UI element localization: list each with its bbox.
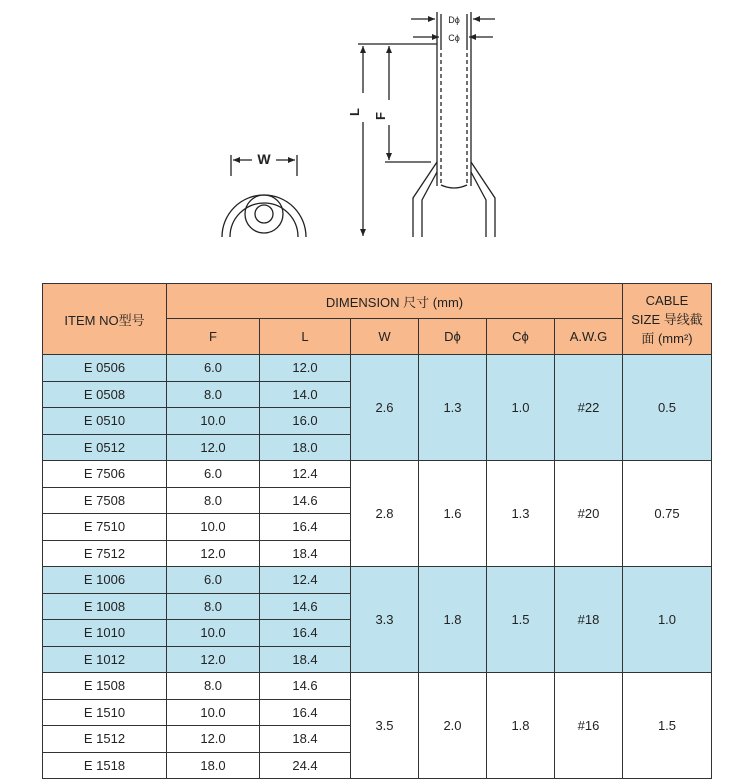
f-cell: 12.0 [167, 434, 260, 461]
cable-header-line2: SIZE 导线截 [631, 311, 703, 327]
cable-cell: 1.0 [623, 567, 712, 673]
col-c-header: Cϕ [487, 319, 555, 355]
item-cell: E 0512 [43, 434, 167, 461]
f-cell: 10.0 [167, 408, 260, 435]
item-cell: E 1012 [43, 646, 167, 673]
col-awg-header: A.W.G [555, 319, 623, 355]
d-cell: 1.6 [419, 461, 487, 567]
l-cell: 14.0 [260, 381, 351, 408]
f-cell: 10.0 [167, 514, 260, 541]
item-cell: E 7508 [43, 487, 167, 514]
f-cell: 6.0 [167, 461, 260, 488]
width-label: W [257, 151, 271, 167]
f-cell: 18.0 [167, 752, 260, 779]
cable-cell: 1.5 [623, 673, 712, 779]
item-cell: E 0508 [43, 381, 167, 408]
l-cell: 12.4 [260, 567, 351, 594]
l-cell: 16.4 [260, 514, 351, 541]
d-cell: 2.0 [419, 673, 487, 779]
d-cell: 1.8 [419, 567, 487, 673]
l-cell: 16.4 [260, 620, 351, 647]
f-cell: 8.0 [167, 673, 260, 700]
w-cell: 3.3 [351, 567, 419, 673]
f-cell: 8.0 [167, 593, 260, 620]
inner-diameter-label: Cϕ [448, 33, 460, 43]
col-d-header: Dϕ [419, 319, 487, 355]
f-cell: 12.0 [167, 646, 260, 673]
f-cell: 8.0 [167, 381, 260, 408]
table-row [43, 355, 712, 382]
l-cell: 24.4 [260, 752, 351, 779]
col-f-header: F [167, 319, 260, 355]
l-cell: 14.6 [260, 673, 351, 700]
item-cell: E 1508 [43, 673, 167, 700]
spec-table [42, 283, 712, 779]
w-cell: 2.6 [351, 355, 419, 461]
l-cell: 16.4 [260, 699, 351, 726]
w-cell: 3.5 [351, 673, 419, 779]
l-cell: 14.6 [260, 487, 351, 514]
item-cell: E 7510 [43, 514, 167, 541]
l-cell: 14.6 [260, 593, 351, 620]
f-cell: 10.0 [167, 699, 260, 726]
l-cell: 18.0 [260, 434, 351, 461]
table-row [43, 461, 712, 488]
flange-label: F [373, 112, 388, 120]
ferrule-diagram [0, 0, 750, 283]
awg-cell: #22 [555, 355, 623, 461]
cable-cell: 0.75 [623, 461, 712, 567]
awg-cell: #16 [555, 673, 623, 779]
item-cell: E 1510 [43, 699, 167, 726]
f-cell: 6.0 [167, 567, 260, 594]
f-cell: 12.0 [167, 726, 260, 753]
l-cell: 12.0 [260, 355, 351, 382]
outer-diameter-label: Dϕ [448, 15, 460, 25]
table-row [43, 673, 712, 700]
end-view [222, 155, 306, 237]
dimension-header: DIMENSION 尺寸 (mm) [167, 284, 623, 319]
l-cell: 18.4 [260, 726, 351, 753]
f-cell: 12.0 [167, 540, 260, 567]
awg-cell: #18 [555, 567, 623, 673]
l-cell: 12.4 [260, 461, 351, 488]
cable-header-line1: CABLE [645, 292, 689, 308]
col-l-header: L [260, 319, 351, 355]
c-cell: 1.8 [487, 673, 555, 779]
f-cell: 6.0 [167, 355, 260, 382]
awg-cell: #20 [555, 461, 623, 567]
cable-size-header [623, 284, 712, 355]
c-cell: 1.0 [487, 355, 555, 461]
l-cell: 18.4 [260, 646, 351, 673]
l-cell: 18.4 [260, 540, 351, 567]
l-cell: 16.0 [260, 408, 351, 435]
item-cell: E 7512 [43, 540, 167, 567]
item-cell: E 1008 [43, 593, 167, 620]
table-row [43, 567, 712, 594]
side-view [358, 12, 495, 237]
d-cell: 1.3 [419, 355, 487, 461]
item-cell: E 0506 [43, 355, 167, 382]
col-w-header: W [351, 319, 419, 355]
item-cell: E 1518 [43, 752, 167, 779]
item-no-header: ITEM NO型号 [43, 284, 167, 355]
f-cell: 10.0 [167, 620, 260, 647]
w-cell: 2.8 [351, 461, 419, 567]
item-cell: E 1512 [43, 726, 167, 753]
f-cell: 8.0 [167, 487, 260, 514]
c-cell: 1.5 [487, 567, 555, 673]
length-label: L [347, 108, 362, 116]
cable-cell: 0.5 [623, 355, 712, 461]
c-cell: 1.3 [487, 461, 555, 567]
cable-header-line3: 面 (mm²) [641, 330, 693, 346]
item-cell: E 1010 [43, 620, 167, 647]
item-cell: E 7506 [43, 461, 167, 488]
item-cell: E 1006 [43, 567, 167, 594]
item-cell: E 0510 [43, 408, 167, 435]
